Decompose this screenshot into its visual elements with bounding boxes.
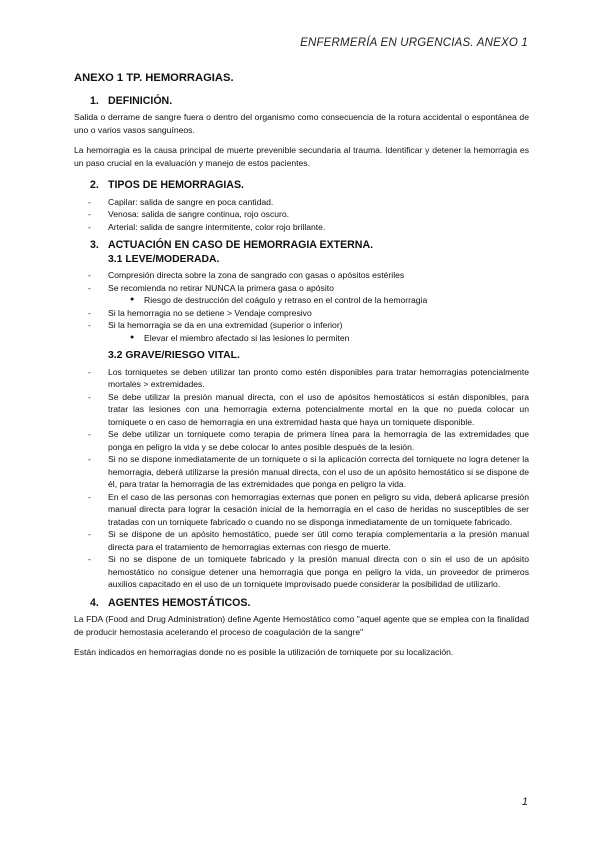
list-item: [74, 282, 529, 307]
section-heading-actuacion: [74, 239, 529, 252]
list-item: - Compresión directa sobre la zona de sangrado con gasas o apósitos estériles: [74, 269, 529, 282]
list-item-text: Si la hemorragia se da en una extremidad (superior o inferior): [108, 320, 343, 330]
section-number: 3.: [90, 239, 99, 251]
section-number: 4.: [90, 596, 99, 609]
section-heading-tipos: [74, 179, 529, 192]
list-item: - Si no se dispone inmediatamente de un torniquete o si la aplicación correcta del torniquete no logra detener la hemorragia, deberá utilizarse la presión manual directa, con el uso de un apósito hemostático si se dispone de él, para tratar la hemorragia de las extremidades que ponga en peligro la vida.: [74, 453, 529, 491]
sub-list: [108, 332, 529, 345]
subsection-heading-grave: 3.2 GRAVE/RIESGO VITAL.: [108, 350, 240, 361]
paragraph: Están indicados en hemorragias donde no es posible la utilización de torniquete por su localización.: [74, 647, 454, 657]
list: [74, 366, 529, 591]
sub-list-item: ● Riesgo de destrucción del coágulo y retraso en el control de la hemorragia: [74, 294, 529, 307]
paragraph: La hemorragia es la causa principal de muerte prevenible secundaria al trauma. Identificar y detener la hemorragia es un paso crucial en la evaluación y manejo de estos pacientes.: [74, 145, 529, 168]
list-item-text: Se recomienda no retirar NUNCA la primera gasa o apósito: [108, 282, 334, 293]
section-number: 1.: [90, 94, 99, 107]
section-number: 2.: [90, 179, 99, 191]
running-header: ENFERMERÍA EN URGENCIAS. ANEXO 1: [300, 37, 528, 49]
sub-list-item: ● Elevar el miembro afectado si las lesiones lo permiten: [74, 332, 529, 345]
document-title: ANEXO 1 TP. HEMORRAGIAS.: [74, 72, 234, 84]
list-item: - Se debe utilizar la presión manual directa, con el uso de apósitos hemostáticos si están disponibles, para tratar las lesiones con una hemorragia externa potencialmente mortal en la que no pueda colocar un torniquete o en caso de hemorragia en una extremidad hasta que haya un torniquete disponible.: [74, 391, 529, 429]
list-item: - Si la hemorragia no se detiene > Vendaje compresivo: [74, 307, 529, 320]
list-item: - En el caso de las personas con hemorragias externas que ponen en peligro su vida, deberá aplicarse presión manual directa para lograr la cesación inicial de la hemorragia en el caso de heridas no susceptibles de ser tratadas con un torniquete fabricado o cuando no se disponga inmediatamente de un torniquete fabricado.: [74, 491, 529, 529]
section-title: ACTUACIÓN EN CASO DE HEMORRAGIA EXTERNA.: [108, 239, 374, 251]
subsection-heading-leve: 3.1 LEVE/MODERADA.: [108, 253, 220, 265]
paragraph: La FDA (Food and Drug Administration) define Agente Hemostático como "aquel agente que se emplea con la finalidad de producir hemostasia acelerando el proceso de coagulación de la sangre": [74, 614, 529, 637]
list-item: - Si no se dispone de un torniquete fabricado y la presión manual directa con o sin el uso de un apósito hemostático no consigue detener una hemorragia que ponga en peligro la vida, un proveedor de primeros auxilios capacitado en el uso de un torniquete improvisado puede considerar la posibilidad de utilizarlo.: [74, 553, 529, 591]
list-item: - Arterial: salida de sangre intermitente, color rojo brillante.: [74, 221, 529, 234]
section-title: TIPOS DE HEMORRAGIAS.: [108, 179, 244, 191]
list-item: - Capilar: salida de sangre en poca cantidad.: [74, 196, 529, 209]
list: [74, 269, 529, 344]
list-item: [74, 319, 529, 344]
paragraph: Salida o derrame de sangre fuera o dentro del organismo como consecuencia de la rotura accidental o espontánea de uno o varios vasos sanguíneos.: [74, 112, 529, 135]
list: [74, 196, 529, 234]
sub-list: [108, 294, 529, 307]
list-item: - Se debe utilizar un torniquete como terapia de primera línea para la hemorragia de las extremidades que ponga en peligro la vida y se debe colocar lo antes posible después de la lesión.: [74, 428, 529, 453]
section-heading-agentes: [74, 597, 529, 610]
page-number: 1: [521, 796, 528, 808]
section-title: AGENTES HEMOSTÁTICOS.: [108, 596, 251, 609]
list-item: - Venosa: salida de sangre continua, rojo oscuro.: [74, 208, 529, 221]
section-title: DEFINICIÓN.: [108, 94, 173, 107]
list-item: - Si se dispone de un apósito hemostático, puede ser útil como terapia complementaria a la presión manual directa para el tratamiento de hemorragias externas con riesgo de muerte.: [74, 528, 529, 553]
document-body: [74, 72, 529, 667]
section-heading-definicion: [74, 95, 529, 108]
list-item: - Los torniquetes se deben utilizar tan pronto como estén disponibles para tratar hemorragias potencialmente mortales > extremidades.: [74, 366, 529, 391]
